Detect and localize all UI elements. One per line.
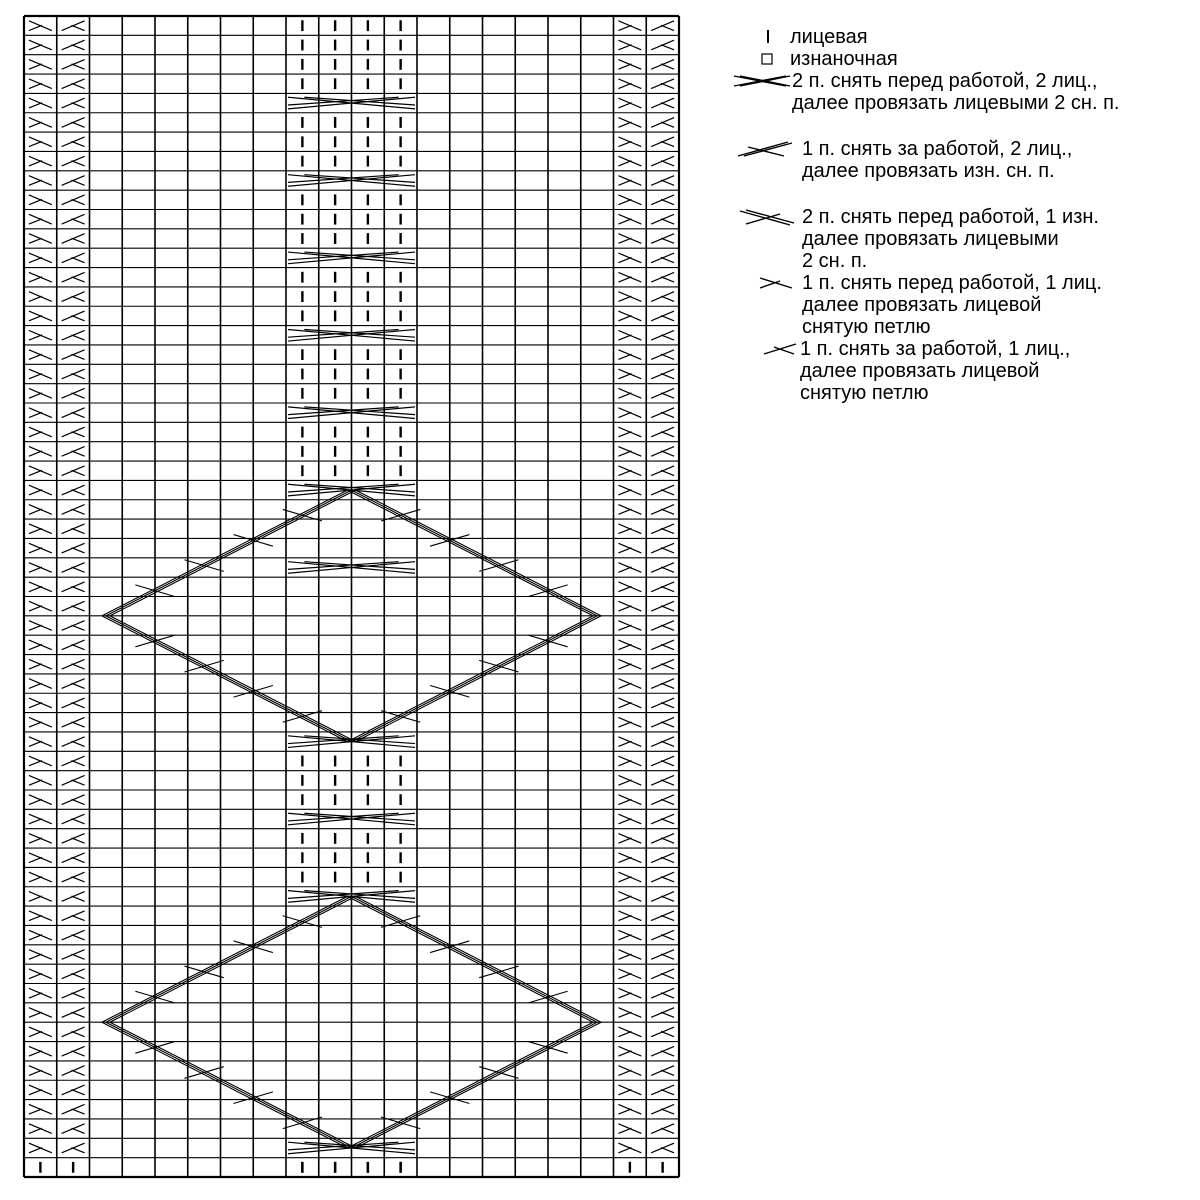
cross-1-1-front-icon	[756, 272, 798, 294]
cross-1-1-back-mark	[661, 703, 674, 708]
cross-1-1-back-mark	[661, 761, 674, 766]
cross-1-1-front-mark	[29, 25, 42, 30]
legend-cross-1-1-front-line-1: 1 п. снять перед работой, 1 лиц.	[802, 272, 1102, 294]
cross-1-1-back-mark	[71, 606, 84, 611]
cross-1-1-front-mark	[29, 664, 42, 669]
cross-1-1-back-mark	[661, 257, 674, 262]
cross-1-1-front-mark	[618, 354, 631, 359]
cross-1-1-front-mark	[618, 316, 631, 321]
cross-1-1-back-mark	[71, 296, 84, 301]
diamond-tick-mark	[184, 660, 223, 672]
cross-1-1-front-mark	[618, 606, 631, 611]
cross-1-1-back-mark	[661, 528, 674, 533]
cross-1-1-front-mark	[29, 625, 42, 630]
cross-1-1-front-mark	[618, 625, 631, 630]
cross-1-1-front-mark	[29, 393, 42, 398]
cross-1-1-back-mark	[71, 973, 84, 978]
cross-1-1-front-mark	[29, 257, 42, 262]
cross-1-1-front-mark	[618, 703, 631, 708]
cross-1-1-back-mark	[661, 741, 674, 746]
cross-1-1-back-mark	[71, 683, 84, 688]
cross-1-1-front-mark	[29, 470, 42, 475]
cross-1-1-back-mark	[71, 412, 84, 417]
cross-1-1-front-mark	[618, 838, 631, 843]
cross-1-1-back-mark	[661, 915, 674, 920]
cross-1-1-front-mark	[29, 877, 42, 882]
cross-1-1-front-mark	[618, 1148, 631, 1153]
cross-1-1-back-mark	[661, 606, 674, 611]
cross-1-1-back-mark	[661, 45, 674, 50]
cross-1-1-front-mark	[618, 1070, 631, 1075]
cross-1-1-back-mark	[71, 896, 84, 901]
cross-1-1-front-mark	[29, 432, 42, 437]
cross-1-1-front-mark	[618, 683, 631, 688]
cross-1-1-front-mark	[618, 64, 631, 69]
cross-1-1-back-mark	[71, 1109, 84, 1114]
cross-1-1-front-mark	[29, 219, 42, 224]
cross-1-1-front-mark	[618, 993, 631, 998]
cross-1-1-front-mark	[29, 1051, 42, 1056]
cross-1-1-back-mark	[661, 973, 674, 978]
cross-1-1-front-mark	[29, 103, 42, 108]
legend-cable-2-2-front-line-2: далее провязать лицевыми 2 сн. п.	[792, 92, 1120, 114]
cross-1-1-front-mark	[618, 141, 631, 146]
cross-1-1-back-mark	[661, 1031, 674, 1036]
cross-1-1-front-mark	[29, 490, 42, 495]
cross-1-1-front-mark	[29, 122, 42, 127]
cross-1-1-back-mark	[661, 199, 674, 204]
cross-1-1-back-mark	[661, 625, 674, 630]
cross-1-1-front-mark	[29, 412, 42, 417]
cross-1-1-front-mark	[29, 915, 42, 920]
cross-1-1-back-mark	[661, 141, 674, 146]
cross-1-1-front-mark	[618, 432, 631, 437]
cross-1-1-back-mark	[71, 586, 84, 591]
legend-item-cross-1-1-back	[730, 338, 1200, 404]
cross-1-1-back-mark	[661, 857, 674, 862]
cross-1-1-front-mark	[618, 877, 631, 882]
cross-1-1-back-mark	[661, 1090, 674, 1095]
cross-1-1-front-mark	[618, 741, 631, 746]
legend-cable-2-1-front-line-2: далее провязать лицевыми	[802, 228, 1059, 250]
cross-1-1-front-mark	[618, 393, 631, 398]
cross-1-1-front-mark	[618, 122, 631, 127]
cross-1-1-back-mark	[71, 374, 84, 379]
cross-1-1-back-mark	[661, 490, 674, 495]
cross-1-1-back-mark	[661, 180, 674, 185]
cross-1-1-front-mark	[29, 528, 42, 533]
legend-item-purl	[730, 48, 1200, 70]
cross-1-1-back-mark	[661, 1128, 674, 1133]
cross-1-1-back-mark	[71, 257, 84, 262]
cross-1-1-back-mark	[661, 819, 674, 824]
cross-1-1-back-mark	[71, 238, 84, 243]
cross-1-1-back-mark	[71, 354, 84, 359]
cross-1-1-back-mark	[71, 780, 84, 785]
cross-1-1-back-mark	[71, 180, 84, 185]
cable-1-2-back-purl-icon	[734, 138, 796, 162]
cross-1-1-back-mark	[661, 548, 674, 553]
cross-1-1-front-mark	[29, 683, 42, 688]
cross-1-1-back-mark	[71, 528, 84, 533]
cross-1-1-front-mark	[29, 296, 42, 301]
cross-1-1-back-mark	[71, 1012, 84, 1017]
cross-1-1-front-mark	[618, 896, 631, 901]
cross-1-1-front-mark	[29, 935, 42, 940]
cross-1-1-front-mark	[29, 799, 42, 804]
cross-1-1-front-mark	[618, 1128, 631, 1133]
cross-1-1-back-mark	[661, 1070, 674, 1075]
cross-1-1-front-mark	[618, 1090, 631, 1095]
cross-1-1-back-icon	[760, 338, 802, 360]
cross-1-1-back-mark	[71, 703, 84, 708]
cross-1-1-front-mark	[29, 199, 42, 204]
cross-1-1-back-mark	[71, 83, 84, 88]
cross-1-1-back-mark	[661, 470, 674, 475]
cross-1-1-front-mark	[29, 64, 42, 69]
cross-1-1-front-mark	[618, 528, 631, 533]
legend-cross-1-1-back-line-1: 1 п. снять за работой, 1 лиц.,	[800, 338, 1071, 360]
diamond-tick-mark	[479, 966, 518, 978]
legend-cable-2-1-front-line-1: 2 п. снять перед работой, 1 изн.	[802, 206, 1099, 228]
cross-1-1-back-mark	[661, 683, 674, 688]
cross-1-1-back-mark	[71, 567, 84, 572]
cross-1-1-back-mark	[661, 1051, 674, 1056]
cross-1-1-back-mark	[71, 122, 84, 127]
cross-1-1-front-mark	[29, 973, 42, 978]
cross-1-1-front-mark	[618, 973, 631, 978]
cross-1-1-front-mark	[29, 316, 42, 321]
cross-1-1-front-mark	[618, 490, 631, 495]
legend	[730, 26, 1200, 404]
cross-1-1-back-mark	[71, 877, 84, 882]
cross-1-1-back-mark	[71, 219, 84, 224]
cross-1-1-back-mark	[71, 199, 84, 204]
cross-1-1-front-mark	[29, 819, 42, 824]
diamond-tick-mark	[184, 966, 223, 978]
cross-1-1-back-mark	[71, 45, 84, 50]
legend-item-cable-2-2-front	[730, 70, 1200, 114]
cross-1-1-back-mark	[661, 896, 674, 901]
cross-1-1-back-mark	[71, 954, 84, 959]
cross-1-1-back-mark	[661, 1109, 674, 1114]
cross-1-1-back-mark	[71, 1031, 84, 1036]
cross-1-1-back-mark	[71, 432, 84, 437]
cross-1-1-back-mark	[661, 838, 674, 843]
cross-1-1-front-mark	[618, 586, 631, 591]
cross-1-1-back-mark	[661, 935, 674, 940]
cross-1-1-front-mark	[618, 1051, 631, 1056]
cross-1-1-back-mark	[71, 548, 84, 553]
cross-1-1-front-mark	[29, 741, 42, 746]
cross-1-1-back-mark	[661, 954, 674, 959]
cross-1-1-back-mark	[71, 993, 84, 998]
diamond-tick-mark	[184, 560, 223, 572]
cross-1-1-front-mark	[618, 470, 631, 475]
cross-1-1-back-mark	[71, 838, 84, 843]
cross-1-1-front-mark	[618, 780, 631, 785]
cross-1-1-back-mark	[661, 1148, 674, 1153]
cross-1-1-back-mark	[661, 64, 674, 69]
cross-1-1-front-mark	[618, 25, 631, 30]
cross-1-1-front-mark	[618, 664, 631, 669]
cross-1-1-front-mark	[29, 83, 42, 88]
cross-1-1-front-mark	[29, 896, 42, 901]
cross-1-1-front-mark	[618, 199, 631, 204]
cross-1-1-front-mark	[618, 277, 631, 282]
cross-1-1-back-mark	[661, 219, 674, 224]
legend-item-cable-1-2-back	[730, 138, 1200, 182]
cross-1-1-front-mark	[29, 277, 42, 282]
cross-1-1-front-mark	[618, 857, 631, 862]
cross-1-1-front-mark	[618, 335, 631, 340]
cross-1-1-back-mark	[661, 393, 674, 398]
cross-1-1-back-mark	[71, 316, 84, 321]
legend-item-cross-1-1-front	[730, 272, 1200, 338]
cross-1-1-front-mark	[29, 567, 42, 572]
cross-1-1-back-mark	[661, 122, 674, 127]
cross-1-1-front-mark	[618, 219, 631, 224]
cross-1-1-back-mark	[661, 238, 674, 243]
cross-1-1-back-mark	[71, 625, 84, 630]
cross-1-1-front-mark	[29, 857, 42, 862]
cable-2-2-front-icon	[730, 70, 792, 92]
cross-1-1-front-mark	[618, 819, 631, 824]
cross-1-1-front-mark	[29, 722, 42, 727]
cross-1-1-front-mark	[29, 141, 42, 146]
cross-1-1-back-mark	[661, 412, 674, 417]
diamond-tick-mark	[479, 560, 518, 572]
cross-1-1-back-mark	[71, 64, 84, 69]
cross-1-1-front-mark	[618, 1109, 631, 1114]
cross-1-1-back-mark	[71, 935, 84, 940]
cross-1-1-back-mark	[71, 1070, 84, 1075]
cross-1-1-back-mark	[71, 664, 84, 669]
cross-1-1-front-mark	[29, 45, 42, 50]
cross-1-1-front-mark	[29, 451, 42, 456]
cross-1-1-back-mark	[661, 877, 674, 882]
cross-1-1-back-mark	[661, 799, 674, 804]
cross-1-1-front-mark	[29, 606, 42, 611]
cross-1-1-front-mark	[29, 761, 42, 766]
cross-1-1-front-mark	[618, 83, 631, 88]
cross-1-1-back-mark	[71, 470, 84, 475]
cross-1-1-back-mark	[71, 1051, 84, 1056]
legend-cross-1-1-front-line-3: снятую петлю	[802, 316, 931, 338]
cross-1-1-back-mark	[71, 277, 84, 282]
diamond-tick-mark	[184, 1067, 223, 1079]
cross-1-1-front-mark	[29, 1090, 42, 1095]
cross-1-1-front-mark	[29, 509, 42, 514]
cross-1-1-front-mark	[618, 509, 631, 514]
cross-1-1-back-mark	[661, 277, 674, 282]
cross-1-1-back-mark	[661, 354, 674, 359]
legend-cross-1-1-front-line-2: далее провязать лицевой	[802, 294, 1042, 316]
cross-1-1-front-mark	[29, 780, 42, 785]
cross-1-1-front-mark	[618, 548, 631, 553]
cross-1-1-back-mark	[661, 1012, 674, 1017]
cross-1-1-back-mark	[661, 161, 674, 166]
cross-1-1-back-mark	[71, 161, 84, 166]
cross-1-1-back-mark	[661, 83, 674, 88]
cross-1-1-front-mark	[29, 548, 42, 553]
legend-cross-1-1-back-line-3: снятую петлю	[800, 382, 929, 404]
legend-cross-1-1-back-line-2: далее провязать лицевой	[800, 360, 1040, 382]
cross-1-1-front-mark	[29, 1148, 42, 1153]
cross-1-1-back-mark	[661, 103, 674, 108]
cross-1-1-front-mark	[618, 954, 631, 959]
diamond-tick-mark	[479, 1067, 518, 1079]
cross-1-1-front-mark	[29, 586, 42, 591]
cross-1-1-back-mark	[71, 857, 84, 862]
cross-1-1-back-mark	[71, 393, 84, 398]
cross-1-1-back-mark	[661, 451, 674, 456]
cross-1-1-back-mark	[661, 722, 674, 727]
cross-1-1-back-mark	[71, 141, 84, 146]
cross-1-1-front-mark	[29, 1109, 42, 1114]
legend-cable-1-2-back-line-1: 1 п. снять за работой, 2 лиц.,	[802, 138, 1073, 160]
cross-1-1-front-mark	[29, 703, 42, 708]
legend-cable-2-1-front-line-3: 2 сн. п.	[802, 250, 868, 272]
cross-1-1-front-mark	[29, 993, 42, 998]
legend-cable-1-2-back-line-2: далее провязать изн. сн. п.	[802, 160, 1055, 182]
cross-1-1-front-mark	[29, 335, 42, 340]
cross-1-1-front-mark	[618, 761, 631, 766]
cross-1-1-back-mark	[661, 993, 674, 998]
cross-1-1-front-mark	[618, 1031, 631, 1036]
cable-2-1-front-purl-icon	[736, 206, 798, 230]
cross-1-1-front-mark	[618, 644, 631, 649]
cross-1-1-front-mark	[29, 161, 42, 166]
cross-1-1-back-mark	[71, 799, 84, 804]
cross-1-1-front-mark	[29, 954, 42, 959]
cross-1-1-back-mark	[71, 741, 84, 746]
cross-1-1-back-mark	[661, 296, 674, 301]
cross-1-1-back-mark	[71, 490, 84, 495]
cross-1-1-back-mark	[661, 567, 674, 572]
cross-1-1-back-mark	[71, 25, 84, 30]
cross-1-1-front-mark	[29, 1070, 42, 1075]
cross-1-1-front-mark	[618, 296, 631, 301]
cross-1-1-front-mark	[618, 451, 631, 456]
legend-purl-label: изнаночная	[790, 48, 898, 70]
cross-1-1-front-mark	[29, 374, 42, 379]
cross-1-1-front-mark	[618, 412, 631, 417]
legend-cable-2-2-front-line-1: 2 п. снять перед работой, 2 лиц.,	[792, 70, 1098, 92]
cross-1-1-back-mark	[661, 586, 674, 591]
cross-1-1-front-mark	[29, 1012, 42, 1017]
cross-1-1-back-mark	[71, 335, 84, 340]
cross-1-1-front-mark	[618, 161, 631, 166]
cross-1-1-back-mark	[71, 761, 84, 766]
cross-1-1-front-mark	[618, 567, 631, 572]
cross-1-1-front-mark	[618, 180, 631, 185]
legend-item-knit	[730, 26, 1200, 48]
cross-1-1-front-mark	[618, 374, 631, 379]
cross-1-1-front-mark	[618, 935, 631, 940]
cross-1-1-back-mark	[71, 1128, 84, 1133]
cross-1-1-front-mark	[29, 180, 42, 185]
cross-1-1-front-mark	[29, 644, 42, 649]
cross-1-1-back-mark	[71, 509, 84, 514]
cross-1-1-back-mark	[661, 374, 674, 379]
cross-1-1-front-mark	[618, 915, 631, 920]
cross-1-1-back-mark	[661, 335, 674, 340]
cross-1-1-front-mark	[29, 838, 42, 843]
cross-1-1-front-mark	[618, 45, 631, 50]
cross-1-1-back-mark	[661, 780, 674, 785]
cross-1-1-front-mark	[29, 1128, 42, 1133]
cross-1-1-back-mark	[661, 25, 674, 30]
cross-1-1-front-mark	[618, 103, 631, 108]
cross-1-1-front-mark	[618, 257, 631, 262]
cross-1-1-front-mark	[618, 722, 631, 727]
cross-1-1-back-mark	[71, 1148, 84, 1153]
cross-1-1-back-mark	[71, 915, 84, 920]
legend-knit-label: лицевая	[790, 26, 868, 48]
cross-1-1-front-mark	[618, 799, 631, 804]
cross-1-1-front-mark	[29, 238, 42, 243]
legend-item-cable-2-1-front	[730, 206, 1200, 272]
cross-1-1-front-mark	[29, 354, 42, 359]
knit-symbol-icon	[762, 26, 774, 48]
cross-1-1-back-mark	[661, 316, 674, 321]
cross-1-1-back-mark	[71, 451, 84, 456]
cross-1-1-front-mark	[618, 238, 631, 243]
cross-1-1-back-mark	[661, 664, 674, 669]
cross-1-1-back-mark	[71, 1090, 84, 1095]
cross-1-1-back-mark	[71, 722, 84, 727]
cross-1-1-front-mark	[29, 1031, 42, 1036]
cross-1-1-back-mark	[661, 644, 674, 649]
cross-1-1-back-mark	[661, 432, 674, 437]
cross-1-1-back-mark	[71, 644, 84, 649]
purl-symbol-icon	[760, 48, 774, 70]
cross-1-1-back-mark	[71, 103, 84, 108]
cross-1-1-front-mark	[618, 1012, 631, 1017]
diamond-tick-mark	[479, 660, 518, 672]
cross-1-1-back-mark	[661, 509, 674, 514]
cross-1-1-back-mark	[71, 819, 84, 824]
